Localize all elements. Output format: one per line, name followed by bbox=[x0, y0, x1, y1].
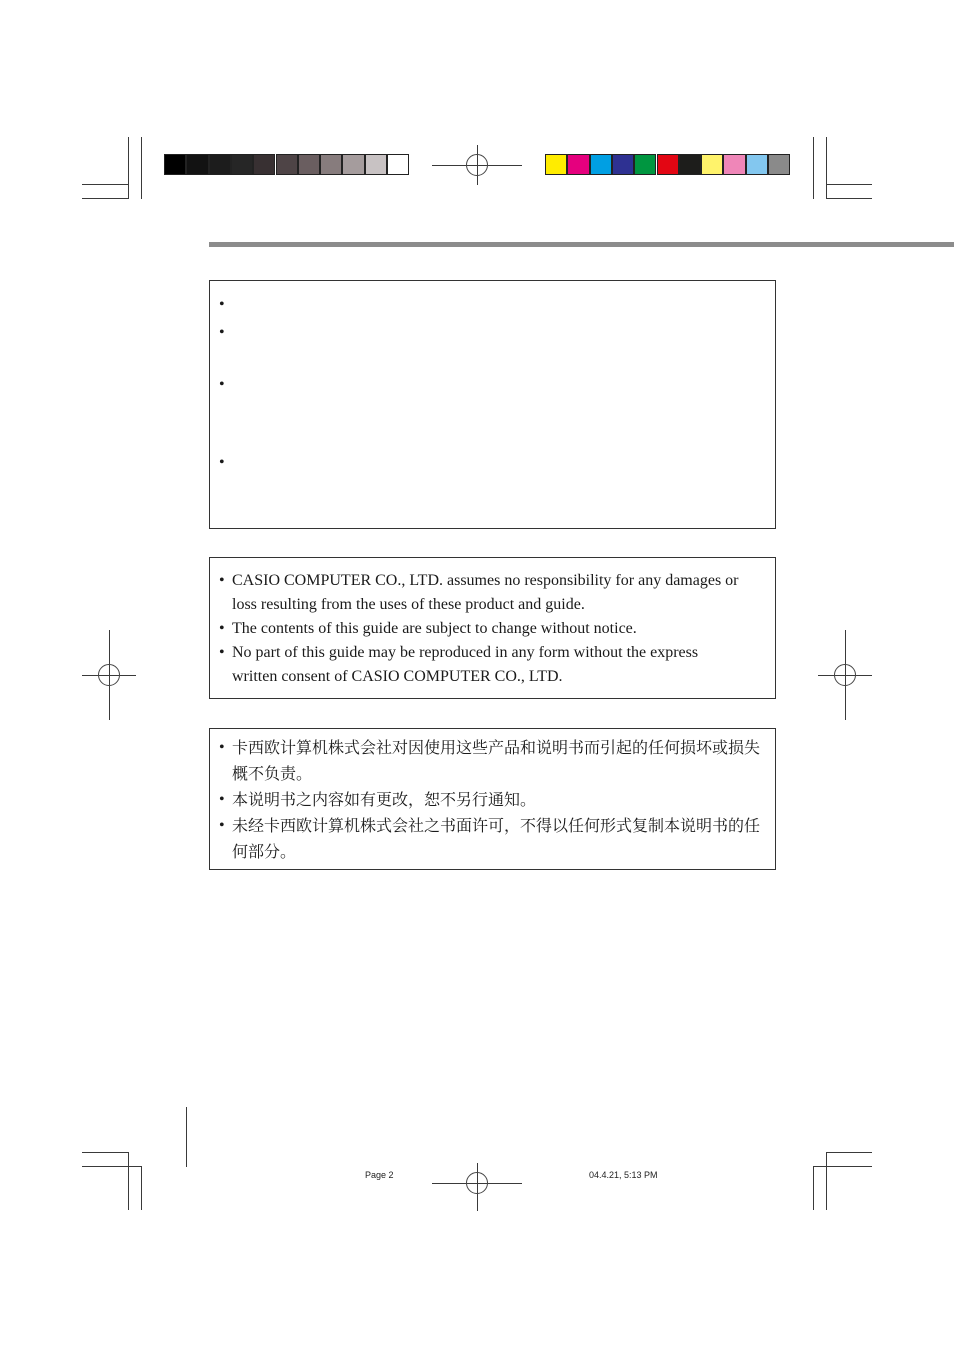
bullet: • bbox=[219, 572, 225, 589]
bullet: • bbox=[219, 644, 225, 661]
timestamp: 04.4.21, 5:13 PM bbox=[589, 1170, 658, 1180]
color-swatch bbox=[612, 154, 634, 175]
bullet: • bbox=[219, 791, 225, 808]
color-swatch bbox=[231, 154, 253, 175]
color-swatch bbox=[365, 154, 387, 175]
color-swatch bbox=[276, 154, 298, 175]
bullet: • bbox=[219, 739, 225, 756]
color-swatch bbox=[545, 154, 567, 175]
notice-box-english bbox=[209, 557, 776, 699]
bullet: • bbox=[219, 817, 225, 834]
color-swatch bbox=[701, 154, 723, 175]
color-swatch bbox=[634, 154, 656, 175]
notice-text: CASIO COMPUTER CO., LTD. assumes no responsibility for any damages or loss resulting from the uses of these product and guide. bbox=[232, 572, 739, 613]
notice-text: 卡西欧计算机株式会社对因使用这些产品和说明书而引起的任何损坏或损失概不负责。 bbox=[232, 738, 761, 783]
bullet: • bbox=[219, 324, 225, 341]
notice-box-blank bbox=[209, 280, 776, 529]
color-swatch bbox=[679, 154, 701, 175]
color-swatch bbox=[342, 154, 364, 175]
margin-rule bbox=[186, 1107, 187, 1167]
notice-box-chinese bbox=[209, 728, 776, 870]
bullet: • bbox=[219, 454, 225, 471]
color-swatch bbox=[320, 154, 342, 175]
color-swatch bbox=[164, 154, 186, 175]
bullet: • bbox=[219, 620, 225, 637]
color-swatch bbox=[253, 154, 275, 175]
color-swatch bbox=[387, 154, 409, 175]
color-swatch bbox=[723, 154, 745, 175]
color-swatch bbox=[590, 154, 612, 175]
bullet: • bbox=[219, 296, 225, 313]
color-swatch bbox=[186, 154, 208, 175]
color-swatch bbox=[209, 154, 231, 175]
page-label: Page 2 bbox=[365, 1170, 394, 1180]
notice-text: The contents of this guide are subject to change without notice. bbox=[232, 620, 637, 637]
color-swatch bbox=[746, 154, 768, 175]
notice-text: 未经卡西欧计算机株式会社之书面许可，不得以任何形式复制本说明书的任何部分。 bbox=[232, 816, 761, 861]
color-swatch bbox=[298, 154, 320, 175]
bullet: • bbox=[219, 376, 225, 393]
header-rule bbox=[209, 242, 954, 247]
color-swatch bbox=[768, 154, 790, 175]
notice-text: No part of this guide may be reproduced in any form without the express written consent of CASIO COMPUTER CO., LTD. bbox=[232, 644, 699, 685]
notice-text: 本说明书之内容如有更改，恕不另行通知。 bbox=[232, 790, 537, 809]
color-swatch bbox=[567, 154, 589, 175]
color-swatch bbox=[657, 154, 679, 175]
